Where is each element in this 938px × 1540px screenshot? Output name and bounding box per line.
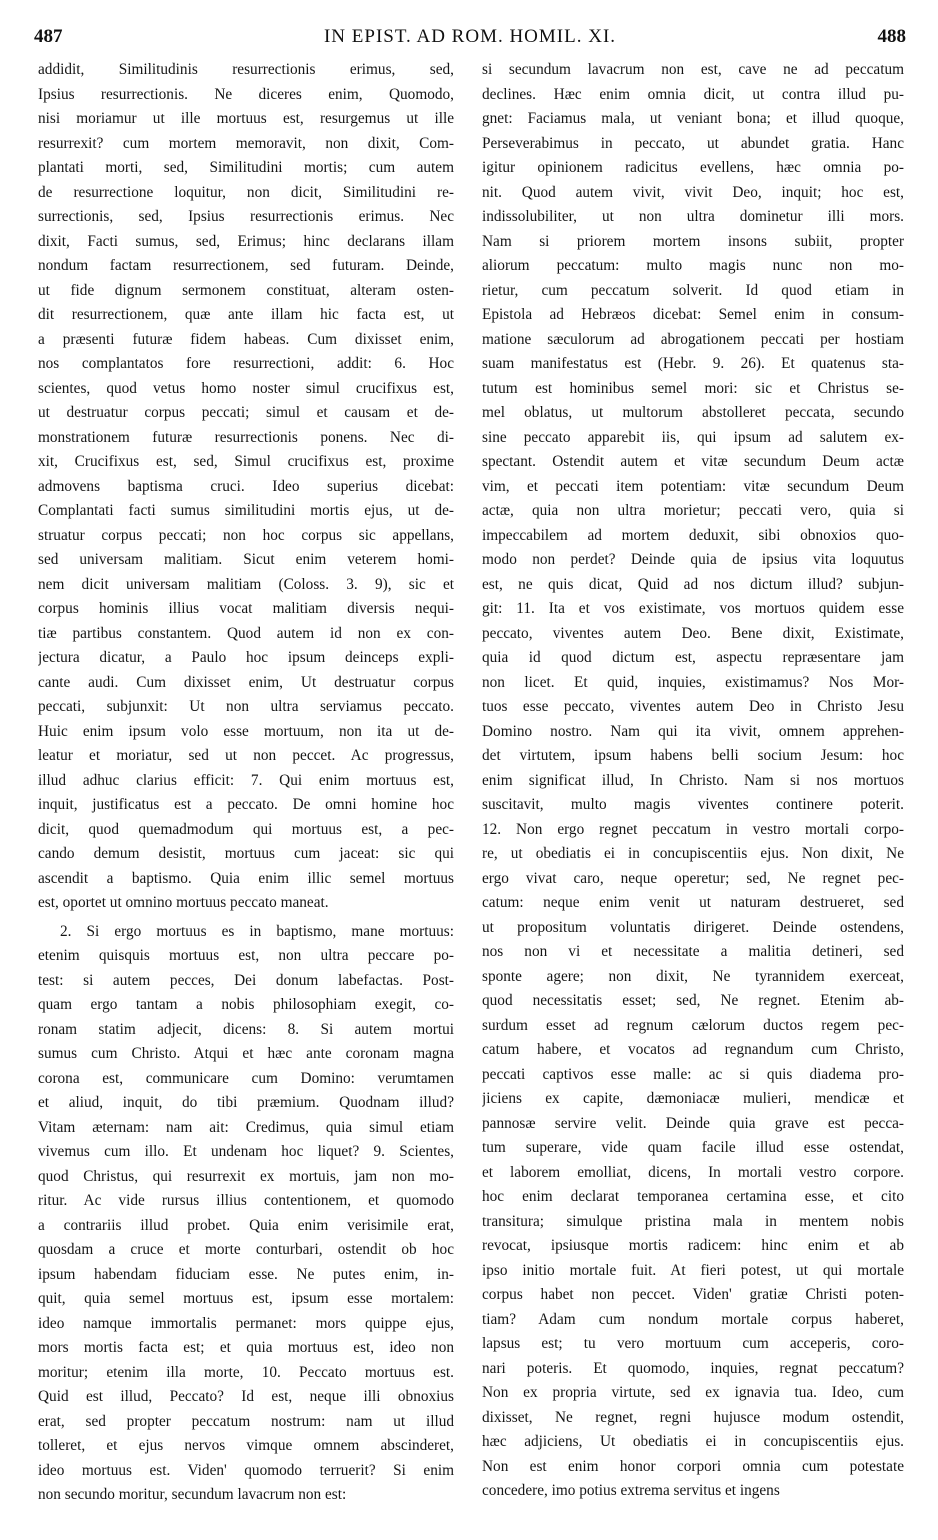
text-line: peccati, subjunxit: Ut non ultra serviamus peccato.: [38, 698, 454, 715]
text-line: revocat, ipsiusque mortis radicem: hinc enim et ab: [482, 1237, 904, 1254]
text-line: peccati captivos esse malle: ac si quis diadema pro-: [482, 1065, 904, 1083]
text-line: Domino nostro. Nam qui ita vivit, omnem apprehen-: [482, 722, 904, 740]
text-line: 12. Non ergo regnet peccatum in vestro mortali corpo-: [482, 820, 904, 838]
text-line: non licet. Et quid, inquies, existimamus? Nos Mor-: [482, 673, 904, 691]
text-line: git: 11. Ita et vos existimate, vos mortuos quidem esse: [482, 600, 904, 617]
text-line: pannosæ servire velit. Deinde quia grave est pecca-: [482, 1114, 904, 1132]
text-line: gnet: Faciamus mala, ut veniant bona; et illud quoque,: [482, 110, 904, 127]
text-line: Ipsius resurrectionis. Ne diceres enim, Quomodo,: [38, 85, 454, 103]
text-line: a præsenti futuræ fidem habeas. Cum dixisset enim,: [38, 330, 454, 348]
text-line: dicit, quod quemadmodum qui mortuus est, a pec-: [38, 820, 454, 838]
text-line: matione sæculorum ad abrogationem peccati per hostiam: [482, 330, 904, 348]
text-line: ipsum habendam fiduciam esse. Ne putes enim, in-: [38, 1265, 454, 1283]
left-text-column: [38, 58, 454, 1508]
text-line: indissolubiliter, ut non ultra dominetur illi mors.: [482, 208, 904, 225]
text-line: igitur opinionem radicitus evellens, hæc omnia po-: [482, 159, 904, 176]
text-line: actæ, quia non ultra morietur; peccati vero, quia si: [482, 502, 904, 519]
text-line: surdum esset ad regnum cælorum ductos regem pec-: [482, 1016, 904, 1034]
text-line: dit resurrectionem, quæ ante illam hic facta est, ut: [38, 306, 454, 323]
page-number-right: 488: [877, 26, 906, 47]
text-line: dixisset, Ne regnet, regni hujusce modum ostendit,: [482, 1408, 904, 1426]
text-line: ipso initio mortale fuit. At fieri potest, ut qui mortale: [482, 1261, 904, 1279]
text-line: ritur. Ac vide rursus illius contentionem, et quomodo: [38, 1192, 454, 1209]
text-line: ut propositum voluntatis dirigeret. Deinde ostendens,: [482, 918, 904, 936]
text-line: modo non perdet? Deinde quia de ipsius vita loquutus: [482, 551, 904, 568]
text-line: jectura dicatur, a Paulo hoc ipsum deinceps expli-: [38, 649, 454, 666]
text-line: Non ex propria virtute, sed ex ignavia tua. Ideo, cum: [482, 1384, 904, 1401]
text-line: tuos esse peccato, viventes autem Deo in Christo Jesu: [482, 698, 904, 715]
text-line: ronam statim adjecit, dicens: 8. Si autem mortui: [38, 1020, 454, 1038]
text-line: vivemus cum illo. Et undenam hoc liquet? 9. Scientes,: [38, 1143, 454, 1160]
running-title: IN EPIST. AD ROM. HOMIL. XI.: [323, 26, 617, 47]
text-line: quit, quia semel mortuus est, ipsum esse mortalem:: [38, 1290, 454, 1307]
right-text-column: [482, 58, 904, 1504]
text-line: catum: neque enim venit ut naturam destrueret, sed: [482, 894, 904, 911]
text-line: nondum factam resurrectionem, sed futuram. Deinde,: [38, 257, 454, 274]
text-line: quia id quod dictum est, aspectu repræsentare jam: [482, 649, 904, 666]
text-line: nit. Quod autem vivit, vivit Deo, inquit; hoc est,: [482, 183, 904, 201]
text-line: sponte agere; non dixit, Ne tyrannidem exerceat,: [482, 967, 904, 985]
text-line: addidit, Similitudinis resurrectionis erimus, sed,: [38, 61, 454, 78]
text-line: peccato, viventes autem Deo. Bene dixit, Existimate,: [482, 624, 904, 642]
text-line: ergo vivat caro, neque operetur; sed, Ne regnet pec-: [482, 869, 904, 887]
text-line: mors mortis facta est; et quia mortuus est, ideo non: [38, 1339, 454, 1356]
text-line: quod Christus, qui resurrexit ex mortuis, jam non mo-: [38, 1167, 454, 1185]
text-line: monstrationem futuræ resurrectionis ponens. Nec di-: [38, 428, 454, 446]
text-line: lapsus est; tu vero mortuum cum acceperis, coro-: [482, 1335, 904, 1352]
text-line: sine peccato apparebit iis, qui ipsum ad salutem ex-: [482, 428, 904, 446]
text-line: de resurrectione loquitur, non dicit, Similitudini re-: [38, 183, 454, 201]
text-line: est, oportet ut omnino mortuus peccato maneat.: [38, 894, 329, 911]
text-line: nos complantatos fore resurrectioni, addit: 6. Hoc: [38, 355, 454, 372]
text-line: corona est, communicare cum Domino: verumtamen: [38, 1069, 454, 1087]
text-line: tiæ partibus constantem. Quod autem id non ex con-: [38, 624, 454, 642]
text-line: ut fide dignum sermonem constituat, alteram osten-: [38, 281, 454, 299]
text-line: det virtutem, ipsum habens belli socium Jesum: hoc: [482, 747, 904, 764]
text-line: tiam? Adam cum nondum mortale corpus haberet,: [482, 1310, 904, 1328]
text-line: moritur; etenim illa morte, 10. Peccato mortuus est.: [38, 1363, 454, 1381]
text-line: erat, sed propter peccatum nostrum: nam ut illud: [38, 1412, 454, 1430]
text-line: struatur corpus peccati; non hoc corpus sic appellans,: [38, 526, 454, 544]
text-line: non secundo moritur, secundum lavacrum non est:: [38, 1486, 347, 1503]
text-line: cante audi. Cum dixisset enim, Ut destruatur corpus: [38, 673, 454, 691]
text-line: a contrariis illud probet. Quia enim verisimile erat,: [38, 1216, 454, 1234]
text-line: suam manifestatus est (Hebr. 9. 26). Et quatenus sta-: [482, 355, 904, 372]
text-line: sumus cum Christo. Atqui et hæc ante coronam magna: [38, 1045, 454, 1062]
text-line: etenim quisquis mortuus est, non ultra peccare po-: [38, 947, 454, 964]
running-header: [34, 22, 906, 52]
text-line: enim significat illud, In Christo. Nam si nos mortuos: [482, 771, 904, 789]
text-line: Nam si priorem mortem insons subiit, propter: [482, 232, 904, 250]
text-line: quod necessitatis esset; sed, Ne regnet. Etenim ab-: [482, 992, 904, 1009]
text-line: tolleret, et ejus nervos vimque omnem abscinderet,: [38, 1437, 454, 1454]
text-line: nem dicit universam malitiam (Coloss. 3. 9), sic et: [38, 575, 454, 593]
text-line: tum superare, vide quam facile illud esse ostendat,: [482, 1139, 904, 1156]
text-line: spectant. Ostendit autem et vitæ secundum Deum actæ: [482, 453, 904, 470]
text-line: est, ne quis dicat, Quid ad nos dictum illud? subjun-: [482, 575, 904, 593]
text-line: Quid est illud, Peccato? Id est, neque illi obnoxius: [38, 1388, 454, 1405]
text-line: jiciens ex capite, dæmoniacæ mulieri, mendicæ et: [482, 1090, 904, 1107]
text-line: admovens baptisma cruci. Ideo superius dicebat:: [38, 477, 454, 495]
text-line: impeccabilem ad mortem deduxit, sibi obnoxios quo-: [482, 526, 904, 544]
text-line: Epistola ad Hebræos dicebat: Semel enim in consum-: [482, 306, 904, 323]
text-line: tutum est hominibus semel mori: sic et Christus se-: [482, 379, 904, 397]
text-line: Huic enim ipsum volo esse mortuum, non ita ut de-: [38, 722, 454, 740]
text-line: nos non vi et necessitate a malitia detineri, sed: [482, 943, 904, 960]
text-line: nisi moriamur ut ille mortuus est, resurgemus ut ille: [38, 110, 454, 127]
text-line: mel oblatus, ut multorum abstolleret peccata, secundo: [482, 404, 904, 421]
text-line: hoc enim declarat temporanea certamina esse, et cito: [482, 1188, 904, 1205]
text-line: 2. Si ergo mortuus es in baptismo, mane mortuus:: [60, 922, 454, 940]
text-line: concedere, imo potius extrema servitus et ingens: [482, 1482, 780, 1499]
text-line: dixit, Facti sumus, sed, Erimus; hinc declarans illam: [38, 232, 454, 250]
text-line: leatur et moriatur, sed ut non peccet. Ac progressus,: [38, 747, 454, 764]
text-line: vim, et peccati item potentiam: vitæ secundum Deum: [482, 477, 904, 495]
text-line: Vitam æternam: nam ait: Credimus, quia simul etiam: [38, 1118, 454, 1136]
text-line: resurrexit? cum mortem memoravit, non dixit, Com-: [38, 134, 454, 152]
text-line: Complantati facti sumus similitudini mortis ejus, ut de-: [38, 502, 454, 519]
text-line: ut destruatur corpus peccati; simul et causam et de-: [38, 404, 454, 421]
text-line: nari poteris. Et quomodo, inquies, regnat peccatum?: [482, 1359, 904, 1377]
page-number-left: 487: [34, 26, 63, 47]
text-line: illud adhuc clarius efficit: 7. Qui enim mortuus est,: [38, 771, 454, 789]
text-line: et aliud, inquit, do tibi præmium. Quodnam illud?: [38, 1094, 454, 1111]
text-line: catum habere, et vocatos ad regnandum cum Christo,: [482, 1041, 904, 1058]
text-line: sed universam malitiam. Sicut enim veterem homi-: [38, 551, 454, 568]
text-line: surrectionis, sed, Ipsius resurrectionis erimus. Nec: [38, 208, 454, 225]
text-line: si secundum lavacrum non est, cave ne ad peccatum: [482, 61, 904, 78]
text-line: rietur, cum peccatum solverit. Id quod etiam in: [482, 281, 904, 299]
text-line: inquit, justificatus est a peccato. De omni homine hoc: [38, 796, 454, 813]
text-line: cando demum desistit, mortuus cum jaceat: sic qui: [38, 845, 454, 862]
text-line: scientes, quod vetus homo noster simul crucifixus est,: [38, 379, 454, 397]
text-line: Perseverabimus in peccato, ut abundet gratia. Hanc: [482, 134, 904, 152]
text-line: suscitavit, multo magis viventes continere poterit.: [482, 796, 904, 813]
text-line: et laborem emolliat, dicens, In mortali vestro corpore.: [482, 1163, 904, 1181]
text-line: quosdam a cruce et morte conturbari, ostendit ob hoc: [38, 1241, 454, 1258]
text-line: ideo namque immortalis permanet: mors quippe ejus,: [38, 1314, 454, 1332]
text-line: ideo mortuus est. Viden' quomodo terruerit? Si enim: [38, 1461, 454, 1479]
text-line: Non est enim honor corpori omnia cum potestate: [482, 1457, 904, 1475]
text-line: declines. Hæc enim omnia dicit, ut contra illud pu-: [482, 85, 904, 103]
text-line: re, ut obediatis ei in concupiscentiis ejus. Non dixit, Ne: [482, 845, 904, 862]
text-line: hæc adjiciens, Ut obediatis ei in concupiscentiis ejus.: [482, 1433, 904, 1450]
text-line: corpus habet non peccet. Viden' gratiæ Christi poten-: [482, 1286, 904, 1303]
text-line: quam ergo tantam a nobis philosophiam exegit, co-: [38, 996, 454, 1013]
text-line: transitura; simulque pristina mala in mentem nobis: [482, 1212, 904, 1230]
text-line: plantati morti, sed, Similitudini mortis; cum autem: [38, 159, 454, 176]
text-line: aliorum peccatum: multo magis nunc non mo-: [482, 257, 904, 274]
text-line: xit, Crucifixus est, sed, Simul crucifixus est, proxime: [38, 453, 454, 470]
text-line: test: si autem pecces, Dei donum labefactas. Post-: [38, 971, 454, 989]
text-line: ascendit a baptismo. Quia enim illic semel mortuus: [38, 869, 454, 887]
text-line: corpus hominis illius vocat malitiam diversis nequi-: [38, 600, 454, 617]
